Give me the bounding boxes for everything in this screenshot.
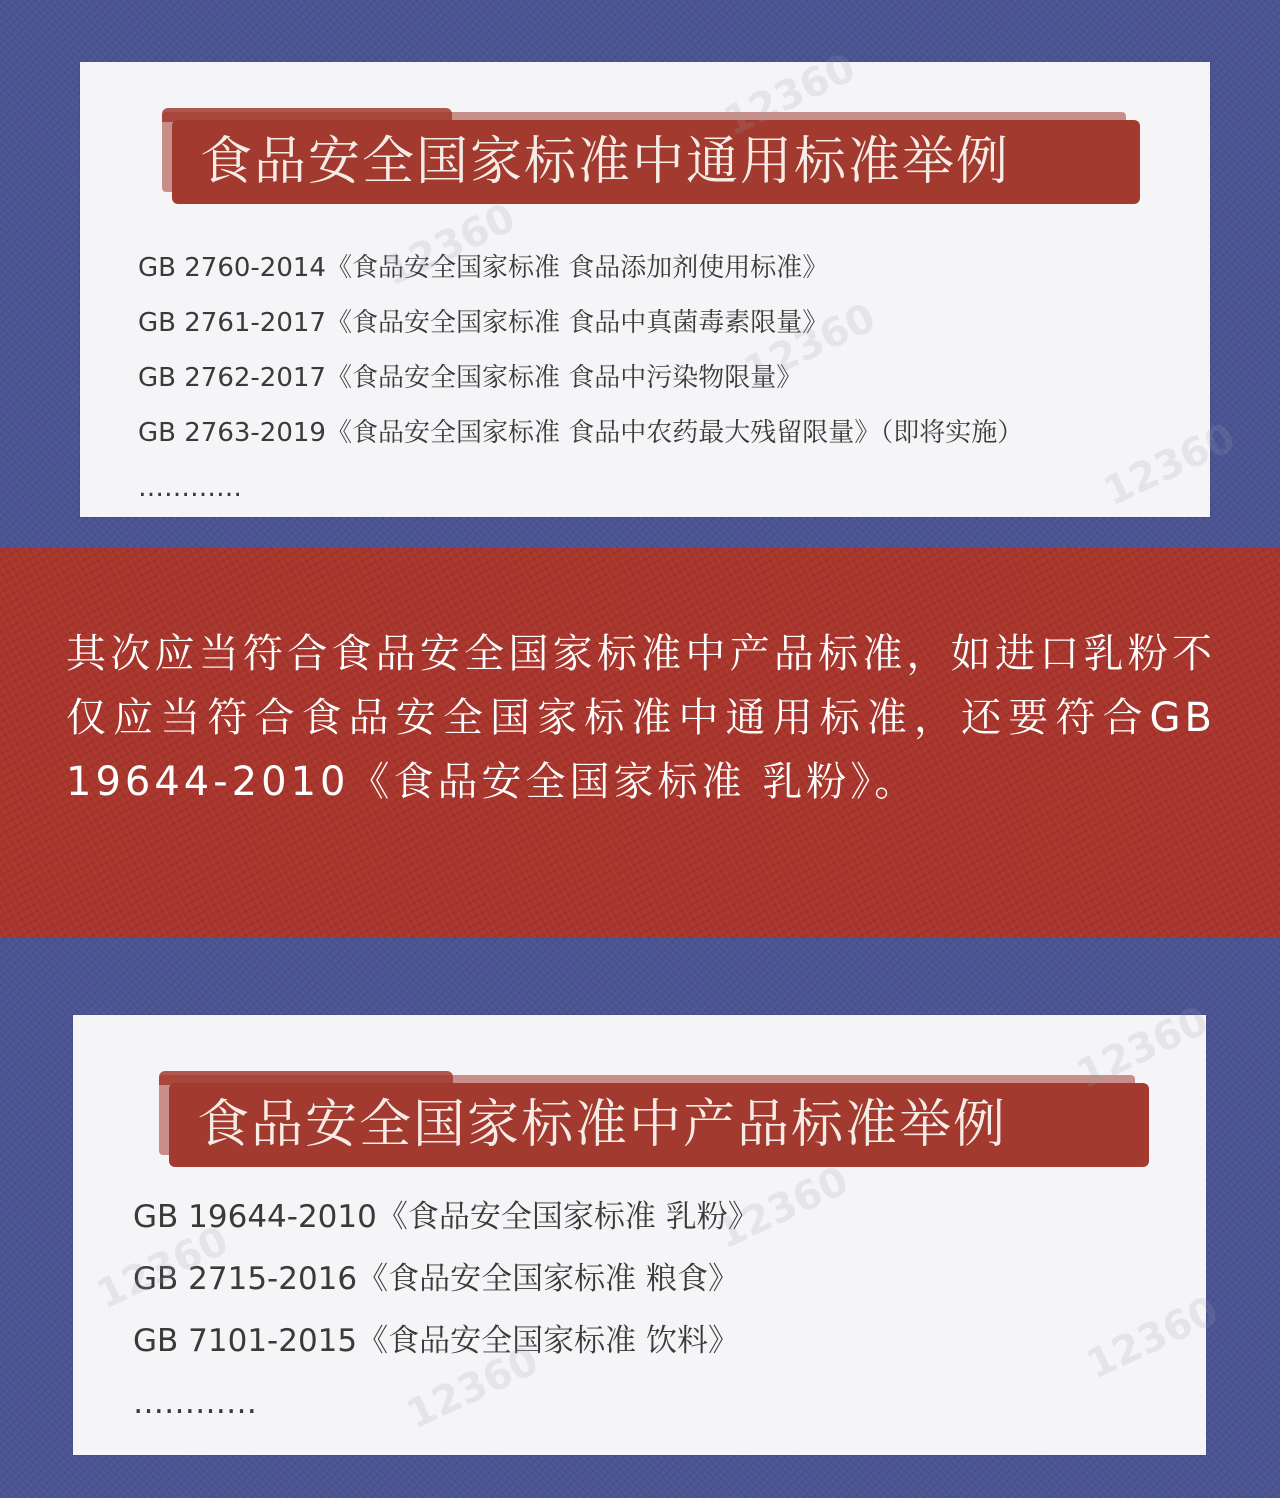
list-item: GB 2761-2017《食品安全国家标准 食品中真菌毒素限量》	[138, 308, 829, 338]
list-item: GB 19644-2010《食品安全国家标准 乳粉》	[133, 1199, 759, 1235]
product-standards-list	[133, 1197, 759, 1445]
product-standard-paragraph: 其次应当符合食品安全国家标准中产品标准，如进口乳粉不仅应当符合食品安全国家标准中通用标准，还要符合GB 19644-2010《食品安全国家标准 乳粉》。	[66, 631, 1216, 805]
product-standards-banner	[169, 1083, 1149, 1167]
list-item: GB 2760-2014《食品安全国家标准 食品添加剂使用标准》	[138, 253, 829, 283]
list-item: GB 7101-2015《食品安全国家标准 饮料》	[133, 1323, 739, 1359]
watermark-logo: 12360	[709, 1157, 856, 1259]
list-item: GB 2715-2016《食品安全国家标准 粮食》	[133, 1261, 739, 1297]
general-standards-card	[80, 44, 1243, 517]
watermark-logo: 12360	[1096, 414, 1243, 516]
list-item-ellipsis: …………	[138, 473, 242, 503]
product-standards-card	[73, 997, 1226, 1455]
watermark-logo: 12360	[376, 194, 523, 296]
list-item: GB 2763-2019《食品安全国家标准 食品中农药最大残留限量》（即将实施）	[138, 418, 1024, 448]
general-standards-list	[138, 248, 1023, 523]
product-standards-title: 食品安全国家标准中产品标准举例	[197, 1095, 1008, 1155]
general-standards-banner	[172, 120, 1140, 204]
list-item-ellipsis: …………	[133, 1385, 257, 1421]
watermark-logo: 12360	[89, 1217, 236, 1319]
list-item: GB 2762-2017《食品安全国家标准 食品中污染物限量》	[138, 363, 803, 393]
watermark-logo: 12360	[736, 294, 883, 396]
watermark-logo: 12360	[1069, 997, 1216, 1099]
watermark-logo: 12360	[399, 1337, 546, 1439]
watermark-logo: 12360	[716, 44, 863, 146]
watermark-logo: 12360	[1079, 1287, 1226, 1389]
general-standards-title: 食品安全国家标准中通用标准举例	[200, 132, 1011, 192]
